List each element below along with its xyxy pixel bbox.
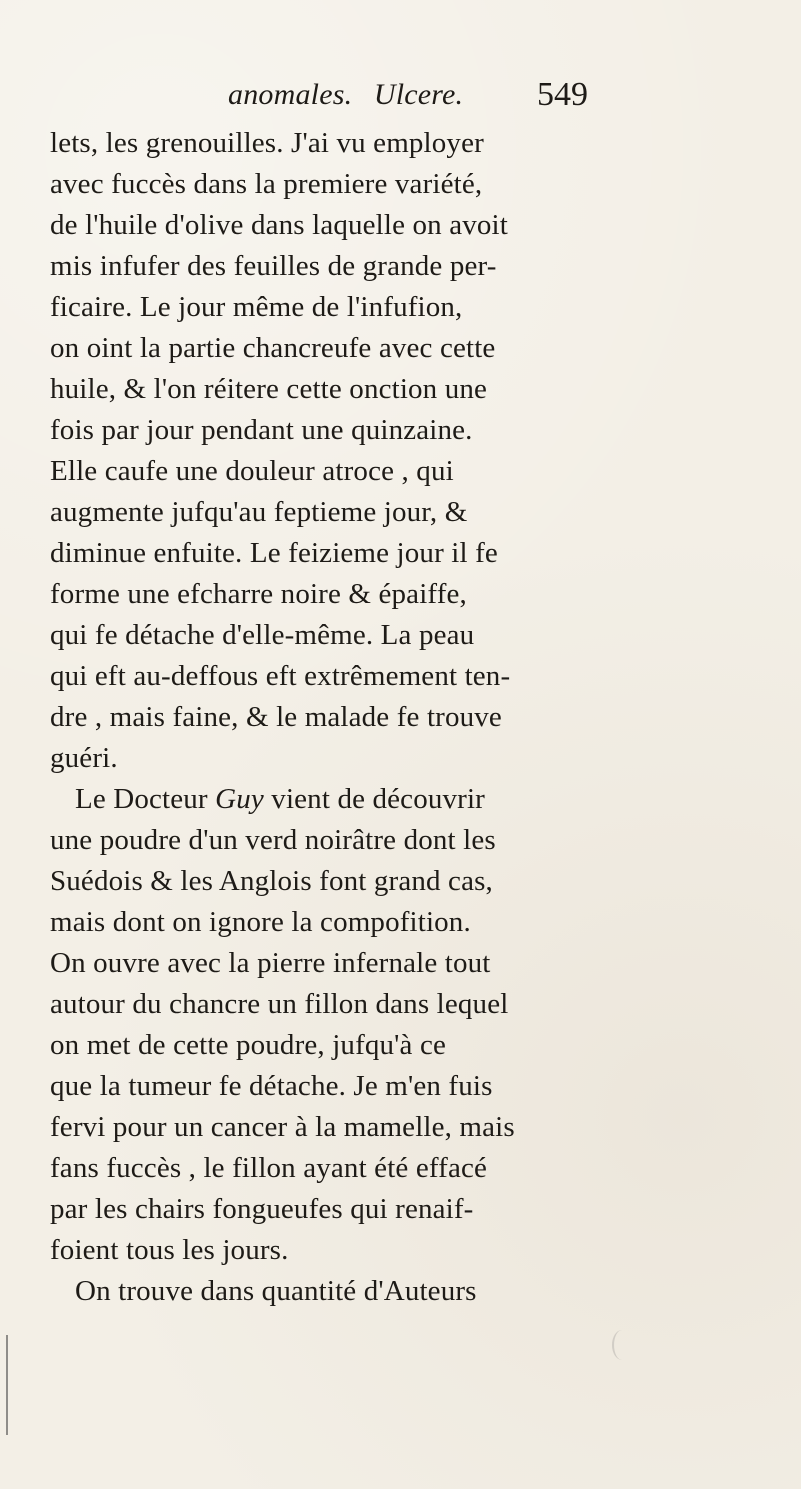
line-text: on met de cette poudre, jufqu'à ce: [50, 1029, 447, 1061]
running-head-left: anomales.: [228, 78, 353, 111]
running-head-right: Ulcere.: [373, 78, 464, 111]
line-text: qui eft au-deffous eft extrêmement ten-: [50, 660, 511, 692]
running-head: [228, 74, 768, 116]
line-text: On ouvre avec la pierre infernale tout: [50, 947, 491, 979]
line-text: mis infufer des feuilles de grande per-: [50, 250, 497, 282]
line-text: dre , mais faine, & le malade fe trouve: [50, 701, 502, 733]
text-line: [50, 738, 788, 779]
text-line: [50, 287, 788, 328]
line-text: par les chairs fongueufes qui renaif-: [50, 1193, 474, 1225]
line-text: lets, les grenouilles. J'ai vu employer: [50, 127, 484, 159]
text-line: [50, 533, 788, 574]
paragraph-3: [50, 1271, 788, 1312]
line-text: guéri.: [50, 742, 118, 774]
text-line: [50, 1189, 788, 1230]
text-line: [50, 697, 788, 738]
faint-bottom-mark: [612, 1330, 632, 1360]
line-text: foient tous les jours.: [50, 1234, 289, 1266]
text-line: [50, 779, 788, 820]
line-text: Elle caufe une douleur atroce , qui: [50, 455, 454, 487]
line-text: huile, & l'on réitere cette onction une: [50, 373, 488, 405]
text-line: [50, 1025, 788, 1066]
text-line: [50, 574, 788, 615]
left-margin-mark: [6, 1335, 8, 1435]
page-number: 549: [537, 76, 588, 113]
text-line: [50, 369, 788, 410]
text-line: [50, 451, 788, 492]
line-text: on oint la partie chancreufe avec cette: [50, 332, 496, 364]
text-line: [50, 1148, 788, 1189]
line-text: forme une efcharre noire & épaiffe,: [50, 578, 467, 610]
line-text: augmente jufqu'au feptieme jour, &: [50, 496, 468, 528]
text-line: [50, 1066, 788, 1107]
text-line: [50, 902, 788, 943]
text-line: [50, 328, 788, 369]
line-text: autour du chancre un fillon dans lequel: [50, 988, 509, 1020]
text-line: [50, 205, 788, 246]
text-line: [50, 984, 788, 1025]
line-text: diminue enfuite. Le feizieme jour il fe: [50, 537, 498, 569]
line-text: une poudre d'un verd noirâtre dont les: [50, 824, 496, 856]
line-text: de l'huile d'olive dans laquelle on avoit: [50, 209, 508, 241]
paragraph-1: [50, 123, 788, 779]
text-line: [50, 1107, 788, 1148]
line-text: Suédois & les Anglois font grand cas,: [50, 865, 493, 897]
text-line: [50, 410, 788, 451]
line-text: avec fuccès dans la premiere variété,: [50, 168, 483, 200]
text-line: [50, 164, 788, 205]
text-line: [50, 861, 788, 902]
paragraph-2: [50, 779, 788, 1271]
text-line: [50, 492, 788, 533]
line-text: qui fe détache d'elle-même. La peau: [50, 619, 475, 651]
text-line: [50, 820, 788, 861]
text-line: [50, 943, 788, 984]
line-text: Le Docteur Guy vient de découvrir: [75, 783, 485, 815]
line-text: On trouve dans quantité d'Auteurs: [75, 1275, 477, 1307]
body-text: [50, 123, 788, 1312]
text-line: [50, 1230, 788, 1271]
line-text: ficaire. Le jour même de l'infufion,: [50, 291, 463, 323]
text-line: [50, 615, 788, 656]
line-text: fervi pour un cancer à la mamelle, mais: [50, 1111, 515, 1143]
text-line: [50, 246, 788, 287]
text-line: [50, 656, 788, 697]
line-text: fois par jour pendant une quinzaine.: [50, 414, 473, 446]
line-text: que la tumeur fe détache. Je m'en fuis: [50, 1070, 493, 1102]
text-line: [50, 123, 788, 164]
line-text: fans fuccès , le fillon ayant été effacé: [50, 1152, 488, 1184]
italic-name: Guy: [215, 783, 264, 815]
line-text: mais dont on ignore la compofition.: [50, 906, 471, 938]
text-line: [50, 1271, 788, 1312]
